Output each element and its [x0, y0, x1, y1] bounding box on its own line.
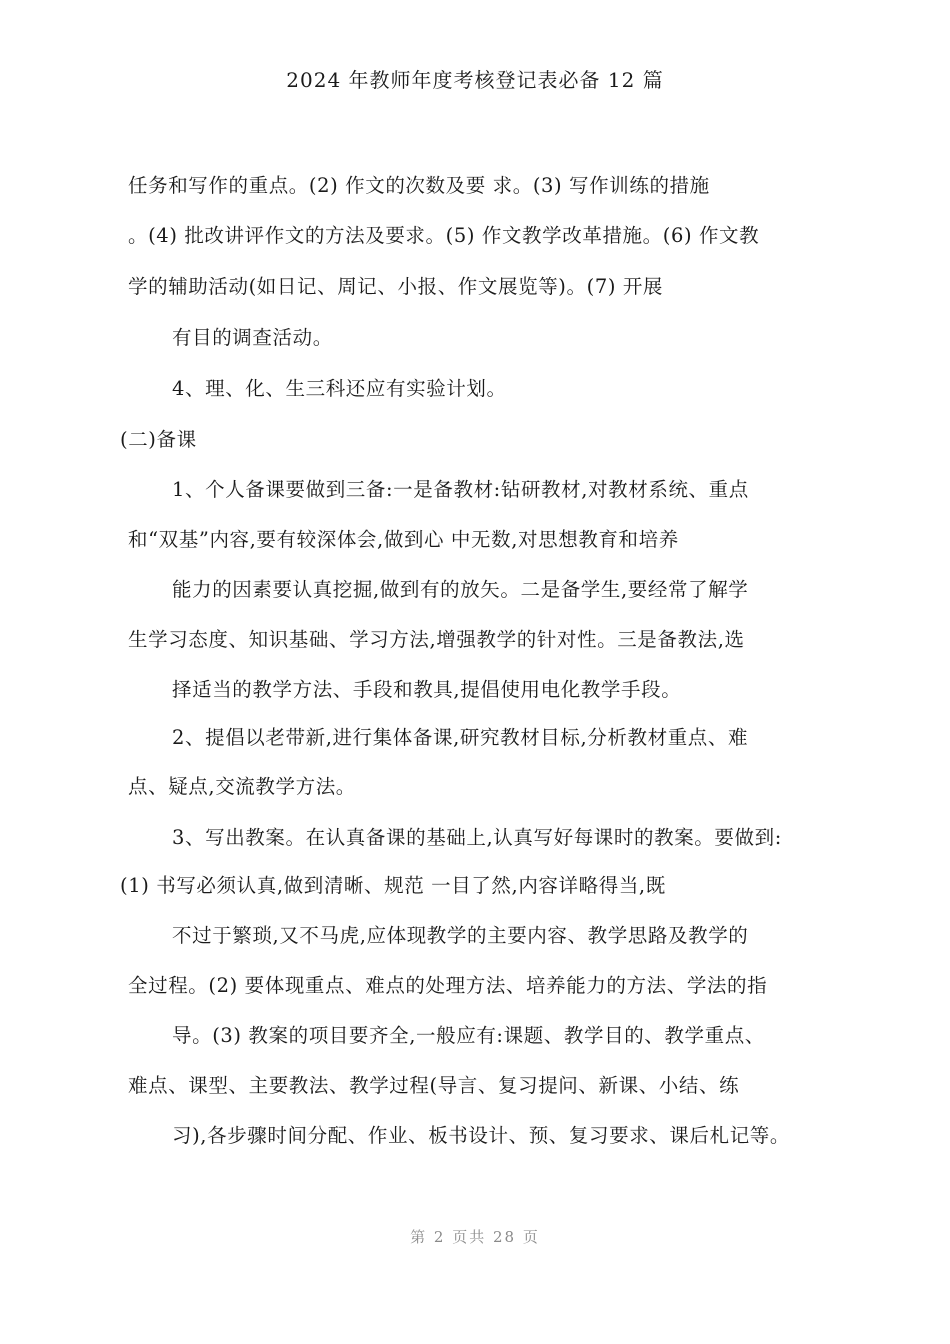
- text-line: 4、理、化、生三科还应有实验计划。: [172, 377, 507, 400]
- text-line: 1、个人备课要做到三备:一是备教材:钻研教材,对教材系统、重点: [172, 478, 749, 501]
- text-line: 习),各步骤时间分配、作业、板书设计、预、复习要求、课后札记等。: [172, 1124, 791, 1147]
- text-line: 有目的调查活动。: [172, 326, 333, 349]
- text-line: 能力的因素要认真挖掘,做到有的放矢。二是备学生,要经常了解学: [172, 578, 749, 601]
- text-line: 任务和写作的重点。(2) 作文的次数及要 求。(3) 写作训练的措施: [128, 174, 710, 197]
- section-heading: (二)备课: [120, 428, 197, 451]
- text-line: 不过于繁琐,又不马虎,应体现教学的主要内容、教学思路及教学的: [172, 924, 749, 947]
- text-line: (1) 书写必须认真,做到清晰、规范 一目了然,内容详略得当,既: [120, 874, 666, 897]
- text-line: 3、写出教案。在认真备课的基础上,认真写好每课时的教案。要做到:: [172, 826, 782, 849]
- text-line: 点、疑点,交流教学方法。: [128, 775, 356, 798]
- text-line: 全过程。(2) 要体现重点、难点的处理方法、培养能力的方法、学法的指: [128, 974, 768, 997]
- document-title: 2024 年教师年度考核登记表必备 12 篇: [286, 68, 664, 92]
- text-line: 和“双基”内容,要有较深体会,做到心 中无数,对思想教育和培养: [128, 528, 679, 551]
- text-line: 导。(3) 教案的项目要齐全,一般应有:课题、教学目的、教学重点、: [172, 1024, 765, 1047]
- text-line: 择适当的教学方法、手段和教具,提倡使用电化教学手段。: [172, 678, 682, 701]
- text-line: 学的辅助活动(如日记、周记、小报、作文展览等)。(7) 开展: [128, 275, 664, 298]
- text-line: 。(4) 批改讲评作文的方法及要求。(5) 作文教学改革措施。(6) 作文教: [128, 224, 760, 247]
- text-line: 生学习态度、知识基础、学习方法,增强教学的针对性。三是备教法,选: [128, 628, 745, 651]
- text-line: 2、提倡以老带新,进行集体备课,研究教材目标,分析教材重点、难: [172, 726, 749, 749]
- page-number: 第 2 页共 28 页: [410, 1228, 540, 1246]
- text-line: 难点、课型、主要教法、教学过程(导言、复习提问、新课、小结、练: [128, 1074, 740, 1097]
